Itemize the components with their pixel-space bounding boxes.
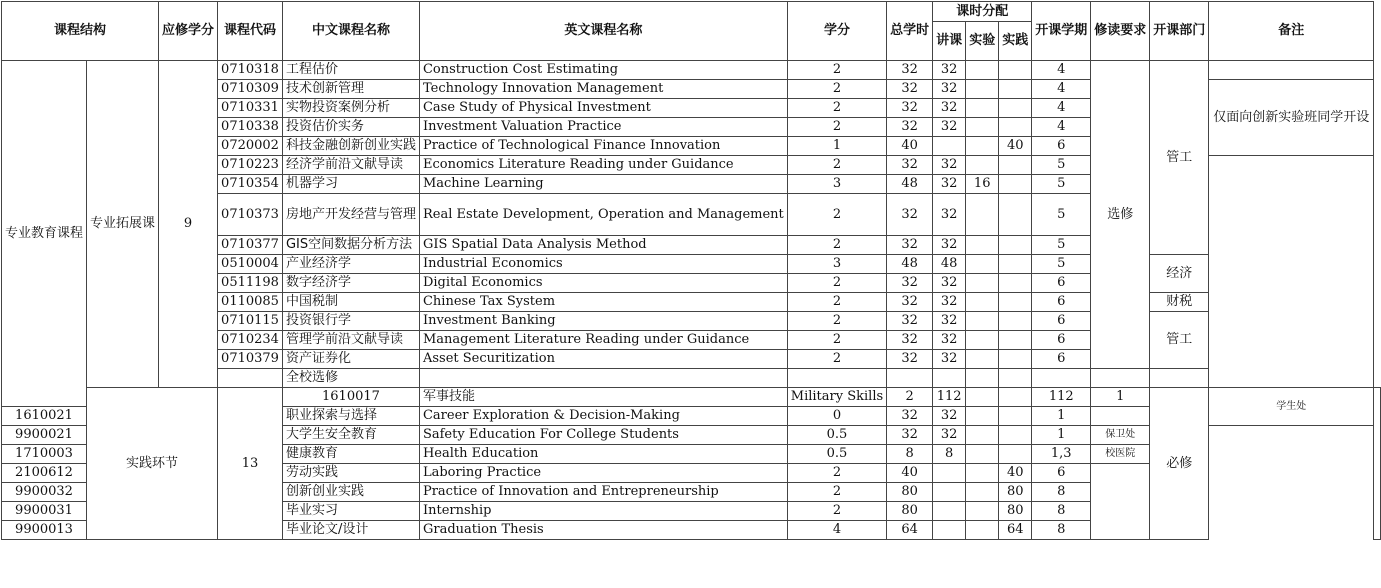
course-en-name: Asset Securitization [419, 350, 787, 369]
course-practice-hours: 80 [999, 483, 1032, 502]
remark-innovation-class: 仅面向创新实验班同学开设 [1209, 80, 1374, 156]
course-cn-name: 产业经济学 [282, 255, 419, 274]
course-en-name: Economics Literature Reading under Guidance [419, 156, 787, 175]
course-total-hours: 32 [887, 156, 933, 175]
remark-blank-practice [1374, 388, 1381, 540]
course-cn-name: 大学生安全教育 [282, 426, 419, 445]
course-code: 0710379 [218, 350, 283, 369]
course-total-hours: 32 [887, 236, 933, 255]
header-row-1 [2, 2, 1381, 22]
course-code: 0710234 [218, 331, 283, 350]
course-code: 0720002 [218, 137, 283, 156]
course-lecture-hours: 32 [933, 331, 966, 350]
course-en-name: Practice of Technological Finance Innovation [419, 137, 787, 156]
course-code: 0710331 [218, 99, 283, 118]
department-blank-practice [1091, 464, 1150, 540]
course-cn-name: 机器学习 [282, 175, 419, 194]
course-code: 0710377 [218, 236, 283, 255]
requirement-compulsory: 必修 [1150, 388, 1209, 540]
course-cn-name: 军事技能 [419, 388, 787, 407]
course-lecture-hours [966, 388, 999, 407]
course-en-name: Investment Banking [419, 312, 787, 331]
department-economics: 经济 [1150, 255, 1209, 293]
course-practice-hours [999, 426, 1032, 445]
course-credits: 0.5 [787, 426, 886, 445]
header-structure: 课程结构 [2, 2, 159, 61]
header-department: 开课部门 [1150, 2, 1209, 61]
course-lecture-hours: 32 [933, 80, 966, 99]
course-total-hours: 8 [887, 445, 933, 464]
course-practice-hours [999, 255, 1032, 274]
course-code: 0710115 [218, 312, 283, 331]
course-total-hours: 32 [887, 293, 933, 312]
course-en-name: Technology Innovation Management [419, 80, 787, 99]
course-en-name: Military Skills [787, 388, 886, 407]
course-semester: 1 [1032, 407, 1091, 426]
course-practice-hours: 64 [999, 521, 1032, 540]
course-code: 0710223 [218, 156, 283, 175]
course-lab-hours [966, 445, 999, 464]
remark-blank-bottom [1209, 156, 1374, 388]
course-en-name: Industrial Economics [419, 255, 787, 274]
course-en-name: Career Exploration & Decision-Making [419, 407, 787, 426]
course-practice-hours: 80 [999, 502, 1032, 521]
course-practice-hours [999, 312, 1032, 331]
course-total-hours: 32 [887, 99, 933, 118]
header-lab: 实验 [966, 22, 999, 61]
course-code: 9900031 [2, 502, 87, 521]
course-total-hours: 80 [887, 502, 933, 521]
course-lecture-hours: 48 [933, 255, 966, 274]
course-practice-hours [999, 80, 1032, 99]
course-lecture-hours [933, 502, 966, 521]
course-cn-name: 投资估价实务 [282, 118, 419, 137]
elective-blank-cell [966, 369, 999, 388]
course-practice-hours: 40 [999, 137, 1032, 156]
course-semester: 6 [1032, 464, 1091, 483]
department-clinic: 校医院 [1091, 445, 1150, 464]
course-practice-hours [999, 118, 1032, 137]
course-credits: 4 [787, 521, 886, 540]
course-lecture-hours: 32 [933, 293, 966, 312]
course-credits: 2 [787, 194, 886, 236]
course-cn-name: 创新创业实践 [282, 483, 419, 502]
remark-blank-top [1209, 61, 1374, 80]
course-lecture-hours [933, 483, 966, 502]
course-cn-name: 房地产开发经营与管理 [282, 194, 419, 236]
course-lab-hours [966, 407, 999, 426]
course-en-name: Management Literature Reading under Guidance [419, 331, 787, 350]
course-lecture-hours: 32 [933, 61, 966, 80]
course-cn-name: 经济学前沿文献导读 [282, 156, 419, 175]
elective-label: 全校选修 [282, 369, 419, 388]
course-cn-name: 管理学前沿文献导读 [282, 331, 419, 350]
elective-blank-cell [1032, 369, 1091, 388]
course-lab-hours [966, 156, 999, 175]
course-code: 1710003 [2, 445, 87, 464]
course-credits: 2 [787, 99, 886, 118]
course-code: 0110085 [218, 293, 283, 312]
course-credits: 0.5 [787, 445, 886, 464]
course-credits: 2 [787, 274, 886, 293]
header-code: 课程代码 [218, 2, 283, 61]
course-lab-hours [966, 274, 999, 293]
course-cn-name: 投资银行学 [282, 312, 419, 331]
course-lecture-hours: 32 [933, 274, 966, 293]
course-total-hours: 40 [887, 137, 933, 156]
required-credits-extension: 9 [159, 61, 218, 388]
header-req-credits: 应修学分 [159, 2, 218, 61]
course-total-hours: 32 [887, 61, 933, 80]
course-practice-hours [999, 99, 1032, 118]
course-en-name: Practice of Innovation and Entrepreneurship [419, 483, 787, 502]
course-total-hours: 32 [887, 80, 933, 99]
course-lecture-hours: 8 [933, 445, 966, 464]
course-cn-name: 科技金融创新创业实践 [282, 137, 419, 156]
curriculum-table [1, 1, 1381, 540]
course-practice-hours: 112 [1032, 388, 1091, 407]
required-credits-practice: 13 [218, 388, 283, 540]
course-en-name: Investment Valuation Practice [419, 118, 787, 137]
course-code: 1610017 [282, 388, 419, 407]
course-lecture-hours: 32 [933, 236, 966, 255]
course-code: 9900013 [2, 521, 87, 540]
course-credits: 2 [787, 350, 886, 369]
course-en-name: Safety Education For College Students [419, 426, 787, 445]
course-lab-hours [966, 99, 999, 118]
course-semester: 8 [1032, 521, 1091, 540]
header-hours-group: 课时分配 [933, 2, 1032, 22]
course-practice-hours [999, 331, 1032, 350]
course-credits: 2 [787, 293, 886, 312]
elective-code-blank [218, 369, 283, 388]
course-semester: 6 [1032, 274, 1091, 293]
course-code: 0511198 [218, 274, 283, 293]
department-management: 管工 [1150, 61, 1209, 255]
course-practice-hours [999, 293, 1032, 312]
course-semester: 4 [1032, 61, 1091, 80]
course-lecture-hours [933, 464, 966, 483]
elective-blank-cell [933, 369, 966, 388]
course-practice-hours [999, 350, 1032, 369]
course-practice-hours [999, 274, 1032, 293]
course-credits: 2 [787, 312, 886, 331]
course-lab-hours: 16 [966, 175, 999, 194]
course-credits: 1 [787, 137, 886, 156]
structure-professional: 专业教育课程 [2, 61, 87, 407]
header-requirement: 修读要求 [1091, 2, 1150, 61]
course-practice-hours [999, 175, 1032, 194]
course-semester: 5 [1032, 175, 1091, 194]
course-lab-hours [966, 255, 999, 274]
course-lab-hours [999, 388, 1032, 407]
course-credits: 2 [787, 331, 886, 350]
course-cn-name: 毕业论文/设计 [282, 521, 419, 540]
course-en-name: GIS Spatial Data Analysis Method [419, 236, 787, 255]
course-lecture-hours: 32 [933, 175, 966, 194]
course-cn-name: 资产证券化 [282, 350, 419, 369]
header-credits: 学分 [787, 2, 886, 61]
course-practice-hours [999, 156, 1032, 175]
course-lab-hours [966, 194, 999, 236]
elective-blank-cell [887, 369, 933, 388]
department-student-affairs: 学生处 [1209, 388, 1374, 426]
course-practice-hours [999, 61, 1032, 80]
course-practice-hours [999, 445, 1032, 464]
course-semester: 8 [1032, 483, 1091, 502]
course-lab-hours [966, 464, 999, 483]
course-cn-name: 健康教育 [282, 445, 419, 464]
course-total-hours: 32 [887, 407, 933, 426]
course-lab-hours [966, 502, 999, 521]
course-en-name: Internship [419, 502, 787, 521]
course-code: 0710354 [218, 175, 283, 194]
course-code: 9900032 [2, 483, 87, 502]
course-total-hours: 48 [887, 175, 933, 194]
course-cn-name: 数字经济学 [282, 274, 419, 293]
course-credits: 2 [787, 61, 886, 80]
header-cn-name: 中文课程名称 [282, 2, 419, 61]
department-management-2: 管工 [1150, 312, 1209, 369]
course-credits: 0 [787, 407, 886, 426]
course-lab-hours [966, 80, 999, 99]
course-lab-hours [966, 61, 999, 80]
course-semester: 5 [1032, 194, 1091, 236]
structure-practice: 实践环节 [87, 388, 218, 540]
course-semester: 6 [1032, 331, 1091, 350]
course-practice-hours [999, 236, 1032, 255]
course-en-name: Digital Economics [419, 274, 787, 293]
course-credits: 3 [787, 255, 886, 274]
course-credits: 2 [787, 502, 886, 521]
course-lab-hours [966, 350, 999, 369]
course-total-hours: 32 [887, 350, 933, 369]
course-credits: 2 [887, 388, 933, 407]
header-lecture: 讲课 [933, 22, 966, 61]
course-lab-hours [966, 118, 999, 137]
course-lab-hours [966, 236, 999, 255]
table-row [2, 61, 1381, 80]
course-practice-hours [999, 194, 1032, 236]
course-semester: 8 [1032, 502, 1091, 521]
course-lecture-hours: 32 [933, 407, 966, 426]
course-semester: 1,3 [1032, 445, 1091, 464]
course-lecture-hours [933, 521, 966, 540]
course-en-name: Construction Cost Estimating [419, 61, 787, 80]
course-cn-name: 技术创新管理 [282, 80, 419, 99]
header-en-name: 英文课程名称 [419, 2, 787, 61]
elective-dept-blank [1150, 369, 1209, 388]
course-semester: 5 [1032, 156, 1091, 175]
course-total-hours: 40 [887, 464, 933, 483]
course-total-hours: 32 [887, 274, 933, 293]
header-semester: 开课学期 [1032, 2, 1091, 61]
course-semester: 6 [1032, 137, 1091, 156]
course-total-hours: 32 [887, 194, 933, 236]
course-code: 0710309 [218, 80, 283, 99]
header-practice: 实践 [999, 22, 1032, 61]
course-total-hours: 32 [887, 312, 933, 331]
course-lab-hours [966, 521, 999, 540]
course-code: 1610021 [2, 407, 87, 426]
elective-blank-cell [999, 369, 1032, 388]
course-practice-hours: 40 [999, 464, 1032, 483]
sub-structure-extension: 专业拓展课 [87, 61, 159, 388]
course-code: 2100612 [2, 464, 87, 483]
table-row [2, 388, 1381, 407]
course-lab-hours [966, 483, 999, 502]
course-lab-hours [966, 293, 999, 312]
course-total-hours: 32 [887, 426, 933, 445]
course-total-hours: 64 [887, 521, 933, 540]
elective-req-blank [1091, 369, 1150, 388]
course-lecture-hours: 32 [933, 194, 966, 236]
course-cn-name: 毕业实习 [282, 502, 419, 521]
course-code: 0510004 [218, 255, 283, 274]
course-practice-hours [999, 407, 1032, 426]
course-semester: 5 [1032, 236, 1091, 255]
course-cn-name: 工程估价 [282, 61, 419, 80]
course-semester: 4 [1032, 80, 1091, 99]
course-cn-name: 中国税制 [282, 293, 419, 312]
header-remark: 备注 [1209, 2, 1374, 61]
course-semester: 1 [1032, 426, 1091, 445]
requirement-elective: 选修 [1091, 61, 1150, 369]
course-lab-hours [966, 137, 999, 156]
department-tax: 财税 [1150, 293, 1209, 312]
course-credits: 2 [787, 80, 886, 99]
course-credits: 2 [787, 464, 886, 483]
elective-blank-cell [419, 369, 787, 388]
course-en-name: Health Education [419, 445, 787, 464]
course-semester: 5 [1032, 255, 1091, 274]
course-en-name: Case Study of Physical Investment [419, 99, 787, 118]
course-total-hours: 32 [887, 331, 933, 350]
course-lecture-hours: 32 [933, 350, 966, 369]
course-credits: 2 [787, 156, 886, 175]
course-lecture-hours: 32 [933, 156, 966, 175]
course-code: 0710318 [218, 61, 283, 80]
course-credits: 2 [787, 118, 886, 137]
course-semester: 6 [1032, 293, 1091, 312]
course-total-hours: 32 [887, 118, 933, 137]
course-en-name: Laboring Practice [419, 464, 787, 483]
course-cn-name: 职业探索与选择 [282, 407, 419, 426]
course-cn-name: 劳动实践 [282, 464, 419, 483]
course-code: 9900021 [2, 426, 87, 445]
course-cn-name: 实物投资案例分析 [282, 99, 419, 118]
course-total-hours: 112 [933, 388, 966, 407]
course-lab-hours [966, 426, 999, 445]
course-credits: 2 [787, 483, 886, 502]
course-en-name: Graduation Thesis [419, 521, 787, 540]
course-credits: 2 [787, 236, 886, 255]
header-total-hours: 总学时 [887, 2, 933, 61]
course-lecture-hours: 32 [933, 99, 966, 118]
course-credits: 3 [787, 175, 886, 194]
course-lecture-hours: 32 [933, 118, 966, 137]
course-lecture-hours [933, 137, 966, 156]
course-en-name: Chinese Tax System [419, 293, 787, 312]
elective-blank-cell [787, 369, 886, 388]
course-lecture-hours: 32 [933, 312, 966, 331]
course-lab-hours [966, 331, 999, 350]
course-cn-name: GIS空间数据分析方法 [282, 236, 419, 255]
course-semester: 1 [1091, 388, 1150, 407]
course-en-name: Real Estate Development, Operation and Management [419, 194, 787, 236]
course-code: 0710373 [218, 194, 283, 236]
course-total-hours: 48 [887, 255, 933, 274]
course-semester: 6 [1032, 350, 1091, 369]
course-semester: 6 [1032, 312, 1091, 331]
course-semester: 4 [1032, 99, 1091, 118]
course-lab-hours [966, 312, 999, 331]
course-total-hours: 80 [887, 483, 933, 502]
course-code: 0710338 [218, 118, 283, 137]
department-security: 保卫处 [1091, 426, 1150, 445]
course-en-name: Machine Learning [419, 175, 787, 194]
course-semester: 4 [1032, 118, 1091, 137]
course-lecture-hours: 32 [933, 426, 966, 445]
